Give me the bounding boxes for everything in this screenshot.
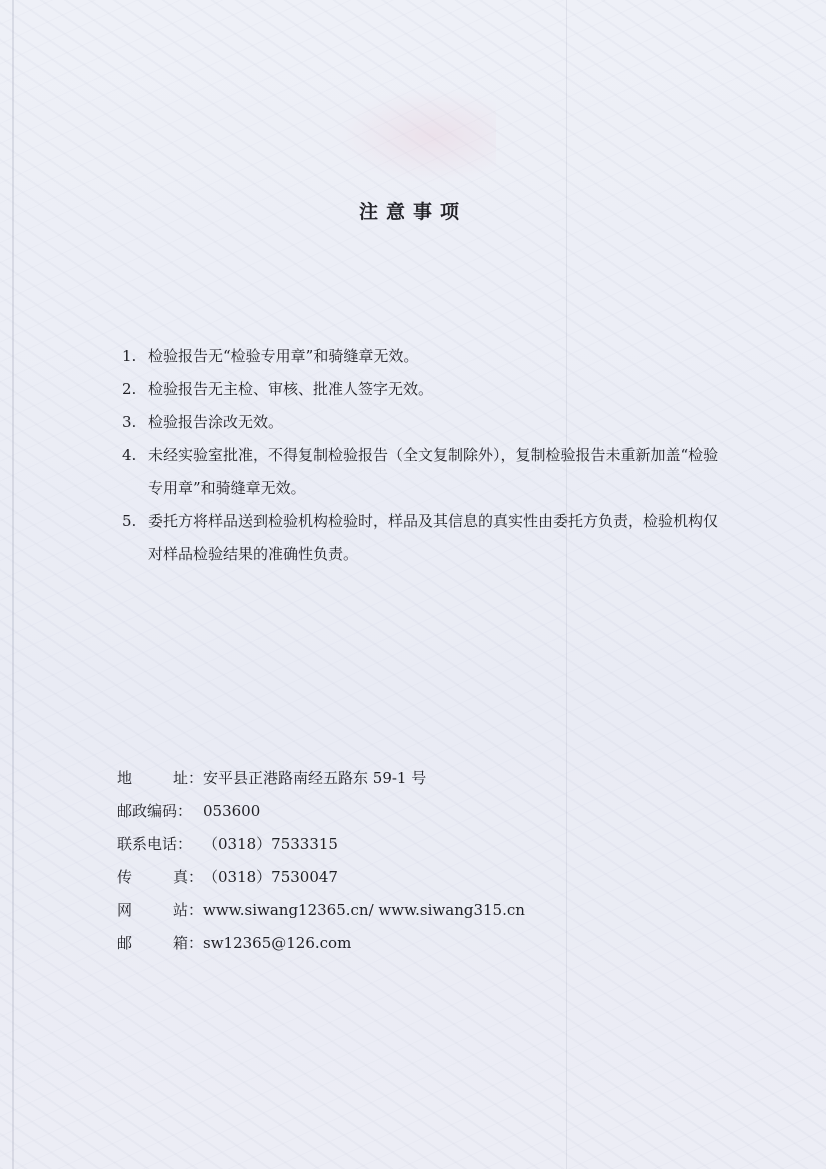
fax-label — [117, 861, 203, 894]
item-text: 检验报告涂改无效。 — [148, 413, 284, 431]
fax-label-a: 传 — [117, 868, 133, 886]
email-row — [117, 927, 525, 960]
notes-list — [122, 340, 722, 571]
address-value: 安平县正港路南经五路东 59-1 号 — [203, 769, 427, 787]
phone-value: （0318）7533315 — [203, 835, 338, 853]
postcode-value: 053600 — [203, 802, 261, 820]
faded-seal-mark — [336, 88, 496, 183]
list-item — [122, 340, 722, 373]
item-text: 委托方将样品送到检验机构检验时，样品及其信息的真实性由委托方负责，检验机构仅对样品检验结果的准确性负责。 — [148, 512, 719, 563]
email-label-a: 邮 — [117, 934, 133, 952]
address-label — [117, 762, 203, 795]
email-value: sw12365@126.com — [203, 934, 352, 952]
fax-value: （0318）7530047 — [203, 868, 338, 886]
postcode-label: 邮政编码： — [117, 802, 193, 820]
list-item — [122, 439, 722, 505]
fold-line-left — [12, 0, 14, 1169]
address-label-a: 地 — [117, 769, 133, 787]
email-label-b: 箱： — [172, 934, 203, 952]
email-label — [117, 927, 203, 960]
fold-line-right — [566, 0, 567, 1169]
item-number: 4. — [122, 446, 137, 464]
item-number: 3. — [122, 413, 137, 431]
website-row — [117, 894, 525, 927]
item-text: 检验报告无“检验专用章”和骑缝章无效。 — [148, 347, 419, 365]
website-value: www.siwang12365.cn/ www.siwang315.cn — [203, 901, 525, 919]
phone-label: 联系电话： — [117, 835, 193, 853]
website-label — [117, 894, 203, 927]
contact-info — [117, 762, 525, 960]
item-number: 5. — [122, 512, 137, 530]
phone-row — [117, 828, 525, 861]
list-item — [122, 406, 722, 439]
address-row — [117, 762, 525, 795]
website-label-b: 站： — [172, 901, 203, 919]
address-label-b: 址： — [172, 769, 203, 787]
item-number: 2. — [122, 380, 137, 398]
list-item — [122, 505, 722, 571]
fax-row — [117, 861, 525, 894]
postcode-row — [117, 795, 525, 828]
item-number: 1. — [122, 347, 137, 365]
item-text: 检验报告无主检、审核、批准人签字无效。 — [148, 380, 434, 398]
page-title: 注意事项 — [358, 201, 467, 223]
item-text: 未经实验室批准，不得复制检验报告（全文复制除外），复制检验报告未重新加盖“检验专用章”和骑缝章无效。 — [148, 446, 719, 497]
website-label-a: 网 — [117, 901, 133, 919]
fax-label-b: 真： — [172, 868, 203, 886]
list-item — [122, 373, 722, 406]
